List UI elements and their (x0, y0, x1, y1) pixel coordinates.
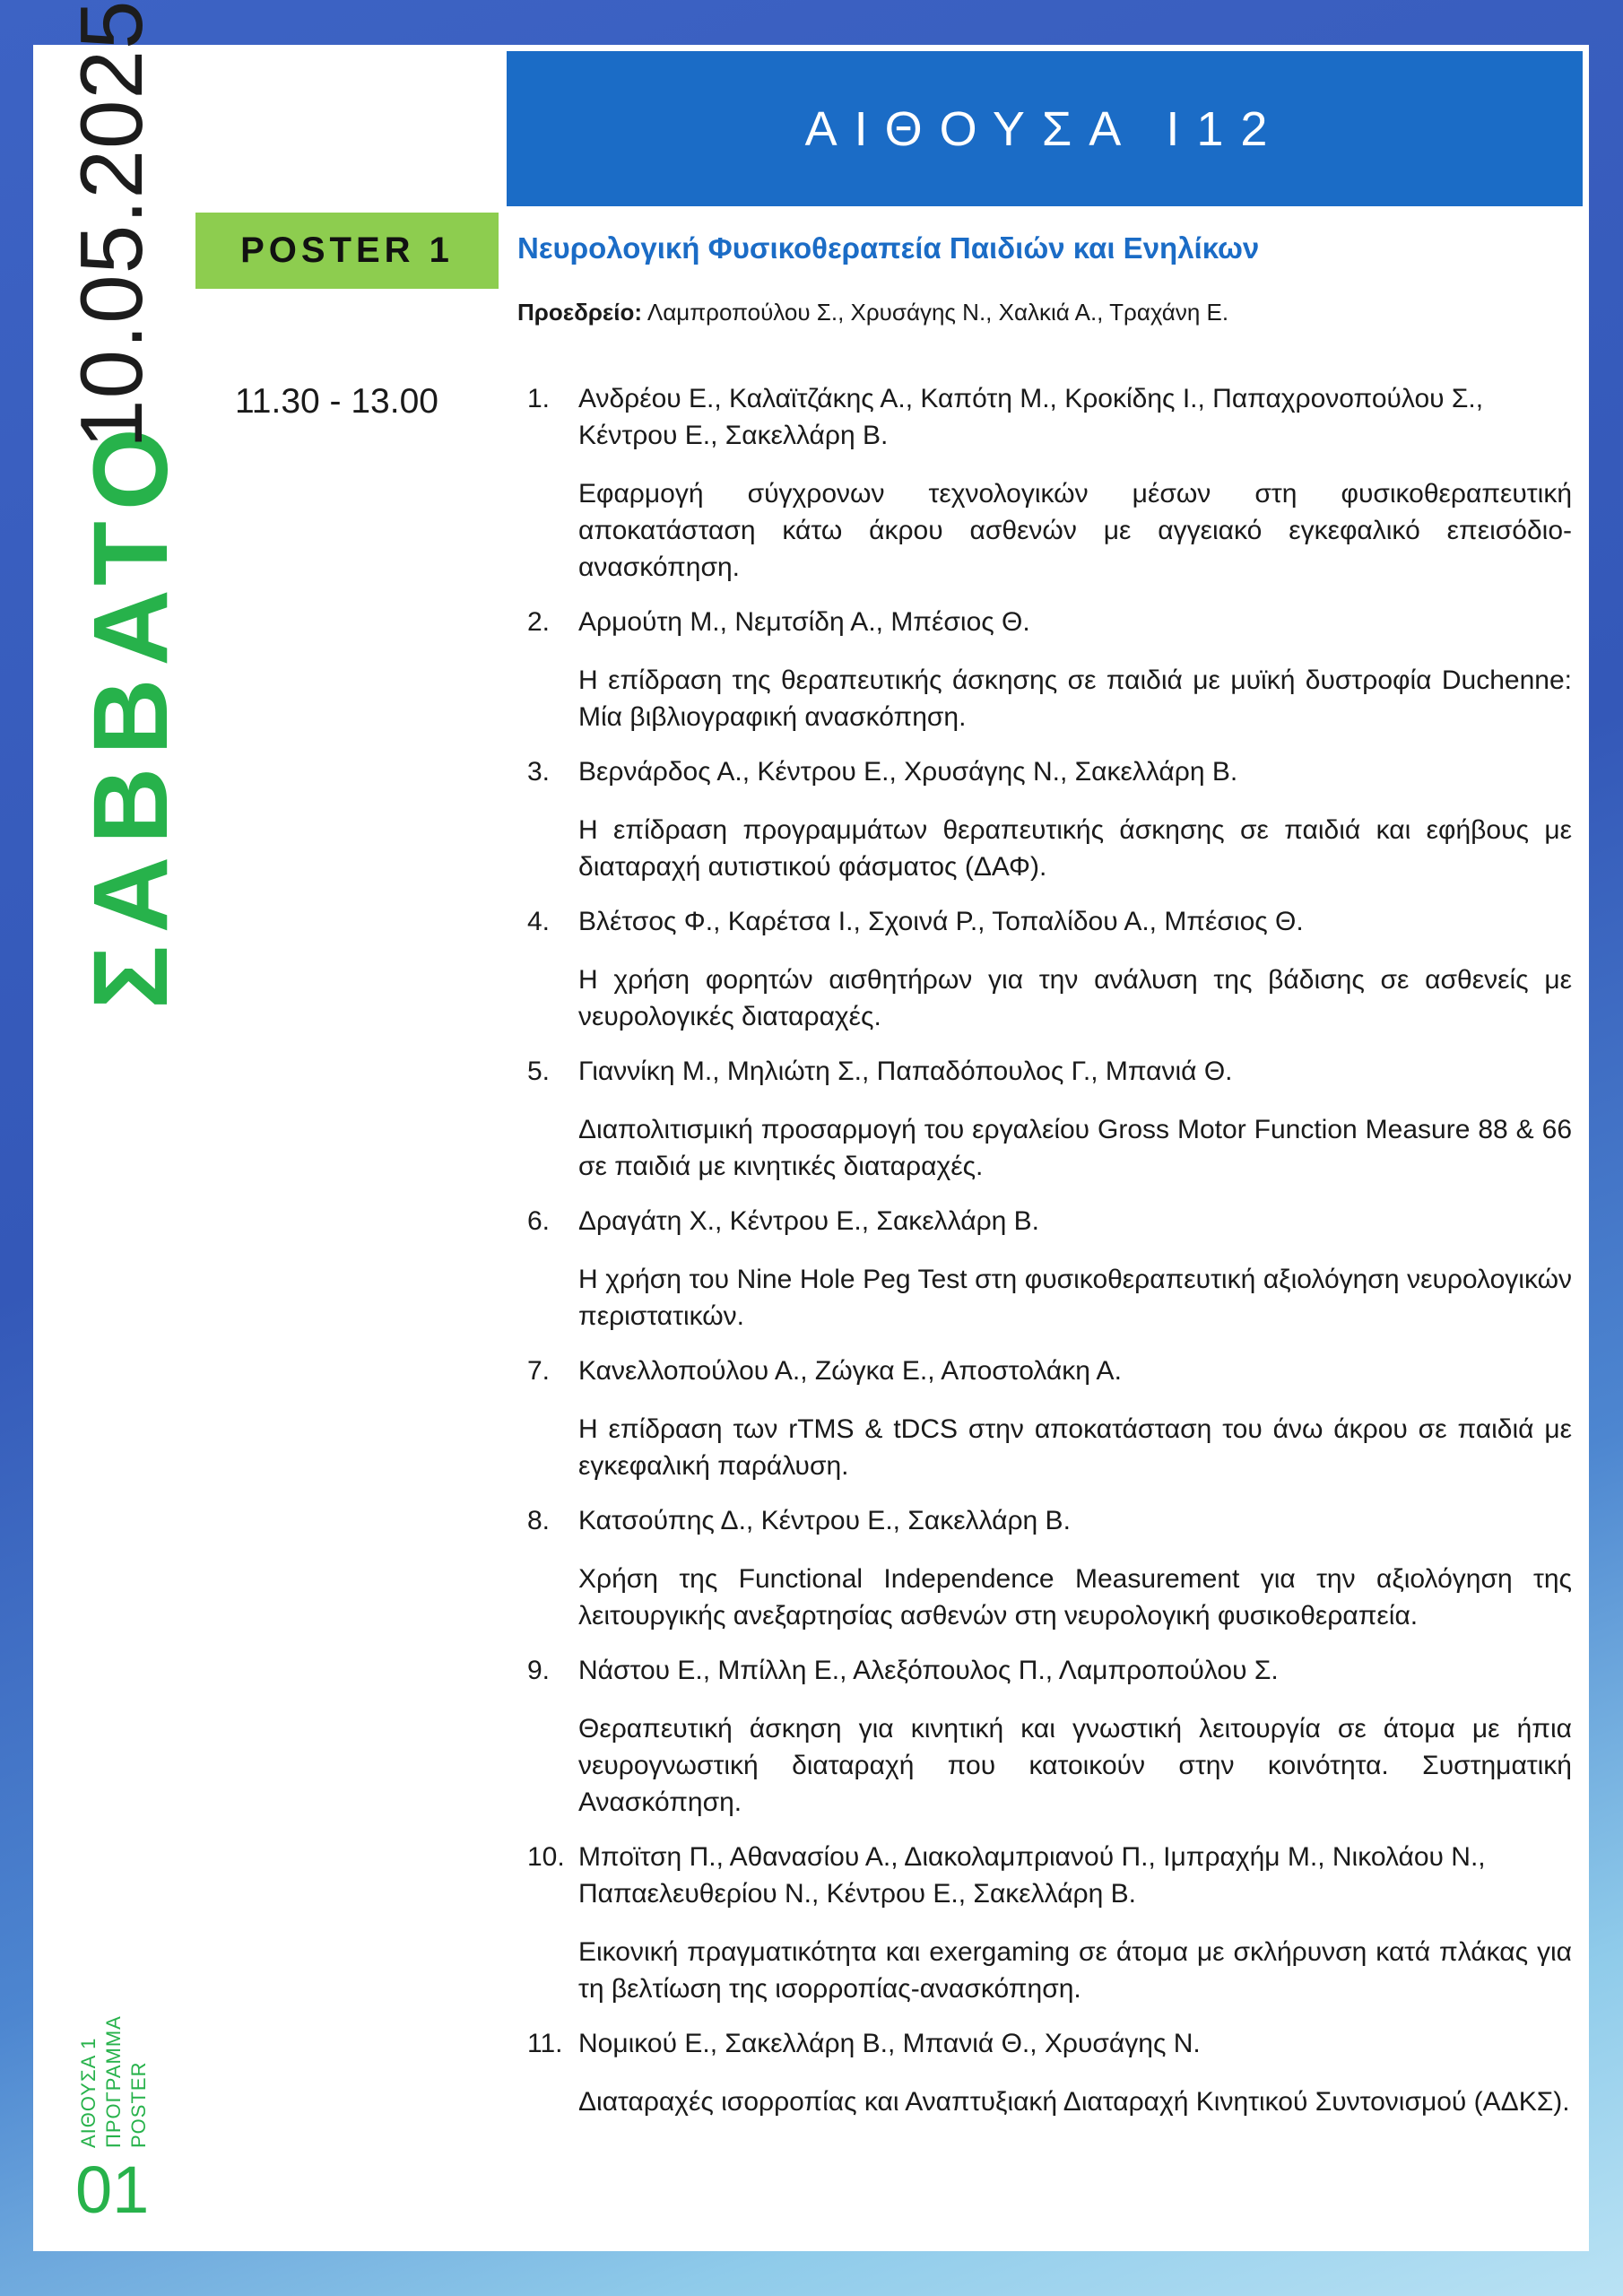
chairs-names: Λαμπροπούλου Σ., Χρυσάγης Ν., Χαλκιά Α., Τραχάνη Ε. (647, 299, 1229, 326)
footer-line-program: ΠΡΟΓΡΑΜΜΑ (102, 2015, 125, 2148)
list-item (525, 1502, 1572, 1634)
talk-number: 7. (527, 1356, 551, 1386)
talk-title: Η επίδραση της θεραπευτικής άσκησης σε παιδιά με μυϊκή δυστροφία Duchenne: Μία βιβλιογραφική ανασκόπηση. (578, 665, 1572, 732)
talk-title: Η επίδραση των rTMS & tDCS στην αποκατάσταση του άνω άκρου σε παιδιά με εγκεφαλική παράλυση. (578, 1414, 1572, 1481)
list-item (525, 380, 1572, 586)
list-item (525, 2025, 1572, 2120)
talk-authors: Κανελλοπούλου Α., Ζώγκα Ε., Αποστολάκη Α. (578, 1356, 1122, 1386)
talk-number: 9. (527, 1656, 551, 1685)
talk-number: 10. (527, 1842, 565, 1872)
page-number: 01 (75, 2152, 150, 2227)
talk-number: 6. (527, 1206, 551, 1236)
list-item (525, 753, 1572, 885)
talk-number: 4. (527, 907, 551, 936)
talk-authors: Βλέτσος Φ., Καρέτσα Ι., Σχοινά Ρ., Τοπαλίδου Α., Μπέσιος Θ. (578, 907, 1304, 936)
talk-number: 11. (527, 2029, 563, 2058)
talk-authors: Νομικού Ε., Σακελλάρη Β., Μπανιά Θ., Χρυσάγης Ν. (578, 2029, 1201, 2058)
talk-number: 2. (527, 607, 551, 637)
talk-list (525, 380, 1572, 2138)
list-item (525, 604, 1572, 735)
list-item (525, 1652, 1572, 1821)
list-item (525, 1352, 1572, 1484)
poster-tag: POSTER 1 (195, 213, 499, 289)
session-time: 11.30 - 13.00 (235, 382, 438, 421)
footer-line-poster: POSTER (127, 2061, 150, 2148)
date-label: 10.05.2025 (62, 0, 161, 448)
talk-authors: Ανδρέου Ε., Καλαϊτζάκης Α., Καπότη Μ., Κροκίδης Ι., Παπαχρονοπούλου Σ., Κέντρου Ε., Σακελλάρη Β. (578, 384, 1484, 450)
day-label: ΣΑΒΒΑΤΟ (72, 415, 190, 1009)
talk-title: Εικονική πραγματικότητα και exergaming σε άτομα με σκλήρυνση κατά πλάκας για τη βελτίωση της ισορροπίας-ανασκόπηση. (578, 1937, 1572, 2004)
talk-authors: Μποϊτση Π., Αθανασίου Α., Διακολαμπριανού Π., Ιμπραχήμ Μ., Νικολάου Ν., Παπαελευθερίου Ν., Κέντρου Ε., Σακελλάρη Β. (578, 1842, 1486, 1909)
talk-number: 3. (527, 757, 551, 787)
talk-title: Η χρήση φορητών αισθητήρων για την ανάλυση της βάδισης σε ασθενείς με νευρολογικές διαταραχές. (578, 965, 1572, 1031)
talk-authors: Δραγάτη Χ., Κέντρου Ε., Σακελλάρη Β. (578, 1206, 1039, 1236)
talk-number: 8. (527, 1506, 551, 1535)
talk-title: Η επίδραση προγραμμάτων θεραπευτικής άσκησης σε παιδιά και εφήβους με διαταραχή αυτιστικού φάσματος (ΔΑΦ). (578, 815, 1572, 882)
talk-title: Θεραπευτική άσκηση για κινητική και γνωστική λειτουργία σε άτομα με ήπια νευρογνωστική διαταραχή που κατοικούν στην κοινότητα. Συστηματική Ανασκόπηση. (578, 1714, 1572, 1817)
talk-authors: Κατσούπης Δ., Κέντρου Ε., Σακελλάρη Β. (578, 1506, 1071, 1535)
talk-number: 1. (527, 384, 551, 413)
talk-title: Διαπολιτισμική προσαρμογή του εργαλείου Gross Motor Function Measure 88 & 66 σε παιδιά με κινητικές διαταραχές. (578, 1115, 1572, 1181)
list-item (525, 1053, 1572, 1185)
chairs-line (517, 299, 1228, 326)
talk-title: Εφαρμογή σύγχρονων τεχνολογικών μέσων στη φυσικοθεραπευτική αποκατάσταση κάτω άκρου ασθενών με αγγειακό εγκεφαλικό επεισόδιο-ανασκόπηση. (578, 479, 1572, 582)
talk-authors: Βερνάρδος Α., Κέντρου Ε., Χρυσάγης Ν., Σακελλάρη Β. (578, 757, 1238, 787)
talk-title: Χρήση της Functional Independence Measurement για την αξιολόγηση της λειτουργικής ανεξαρτησίας ασθενών στη νευρολογική φυσικοθεραπεία. (578, 1564, 1572, 1631)
talk-authors: Νάστου Ε., Μπίλλη Ε., Αλεξόπουλος Π., Λαμπροπούλου Σ. (578, 1656, 1279, 1685)
talk-title: Η χρήση του Nine Hole Peg Test στη φυσικοθεραπευτική αξιολόγηση νευρολογικών περιστατικών. (578, 1265, 1572, 1331)
talk-title: Διαταραχές ισορροπίας και Αναπτυξιακή Διαταραχή Κινητικού Συντονισμού (ΑΔΚΣ). (578, 2087, 1570, 2117)
session-title: Νευρολογική Φυσικοθεραπεία Παιδιών και Ενηλίκων (517, 231, 1260, 265)
list-item (525, 1203, 1572, 1335)
talk-authors: Αρμούτη Μ., Νεμτσίδη Α., Μπέσιος Θ. (578, 607, 1030, 637)
talk-authors: Γιαννίκη Μ., Μηλιώτη Σ., Παπαδόπουλος Γ., Μπανιά Θ. (578, 1057, 1233, 1086)
list-item (525, 1839, 1572, 2007)
list-item (525, 903, 1572, 1035)
chairs-label: Προεδρείο: (517, 299, 643, 326)
footer-line-hall: ΑΙΘΟΥΣΑ 1 (77, 2037, 100, 2148)
hall-banner: ΑΙΘΟΥΣΑ Ι12 (507, 51, 1583, 206)
talk-number: 5. (527, 1057, 551, 1086)
